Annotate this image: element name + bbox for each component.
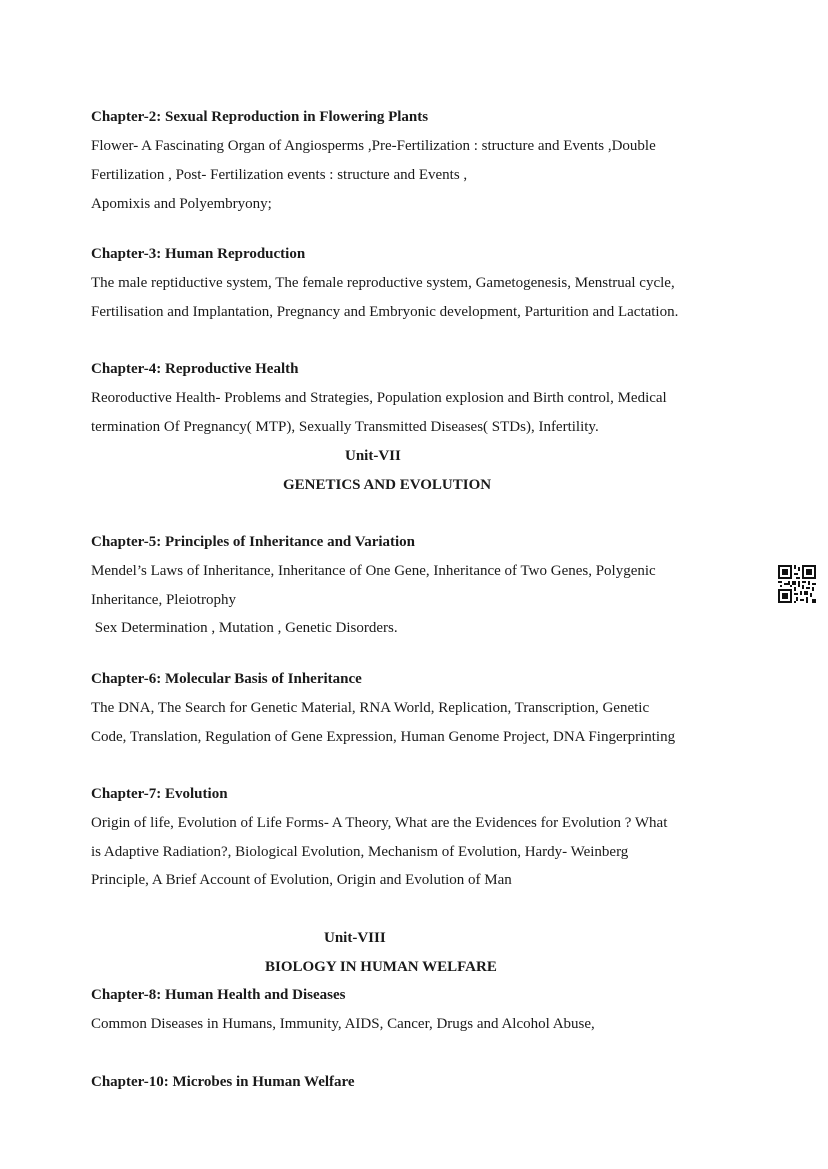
chapter-6-line-1: The DNA, The Search for Genetic Material, RNA World, Replication, Transcription, Genetic bbox=[91, 700, 650, 716]
chapter-6-line-2: Code, Translation, Regulation of Gene Expression, Human Genome Project, DNA Fingerprinting bbox=[91, 729, 676, 745]
chapter-5-line-1: Mendel’s Laws of Inheritance, Inheritance of One Gene, Inheritance of Two Genes, Polygenic bbox=[91, 563, 656, 579]
chapter-2-line-1: Flower- A Fascinating Organ of Angiosperms ,Pre-Fertilization : structure and Events ,Double bbox=[91, 138, 656, 154]
unit-vii-label: Unit-VII bbox=[345, 448, 401, 464]
chapter-4-line-1: Reoroductive Health- Problems and Strategies, Population explosion and Birth control, Medical bbox=[91, 390, 667, 406]
chapter-3-line-1: The male reptiductive system, The female reproductive system, Gametogenesis, Menstrual cycle, bbox=[91, 275, 675, 291]
unit-viii-label: Unit-VIII bbox=[324, 930, 386, 946]
chapter-5-line-3: Sex Determination , Mutation , Genetic Disorders. bbox=[91, 620, 398, 636]
qr-code-icon bbox=[778, 565, 816, 603]
unit-vii-title: GENETICS AND EVOLUTION bbox=[283, 477, 492, 493]
chapter-8-line-1: Common Diseases in Humans, Immunity, AIDS, Cancer, Drugs and Alcohol Abuse, bbox=[91, 1016, 595, 1032]
chapter-10-heading: Chapter-10: Microbes in Human Welfare bbox=[91, 1074, 355, 1090]
unit-viii-title: BIOLOGY IN HUMAN WELFARE bbox=[265, 959, 497, 975]
chapter-7-line-3: Principle, A Brief Account of Evolution, Origin and Evolution of Man bbox=[91, 872, 512, 888]
chapter-8-heading: Chapter-8: Human Health and Diseases bbox=[91, 987, 346, 1003]
chapter-2-line-2: Fertilization , Post- Fertilization events : structure and Events , bbox=[91, 167, 468, 183]
chapter-7-line-1: Origin of life, Evolution of Life Forms- A Theory, What are the Evidences for Evolution ? What bbox=[91, 815, 668, 831]
chapter-3-heading: Chapter-3: Human Reproduction bbox=[91, 246, 306, 262]
chapter-5-heading: Chapter-5: Principles of Inheritance and Variation bbox=[91, 534, 416, 550]
chapter-7-line-2: is Adaptive Radiation?, Biological Evolution, Mechanism of Evolution, Hardy- Weinberg bbox=[91, 844, 629, 860]
chapter-4-line-2: termination Of Pregnancy( MTP), Sexually Transmitted Diseases( STDs), Infertility. bbox=[91, 419, 599, 435]
chapter-2-heading: Chapter-2: Sexual Reproduction in Flowering Plants bbox=[91, 109, 429, 125]
chapter-6-heading: Chapter-6: Molecular Basis of Inheritance bbox=[91, 671, 362, 687]
chapter-5-line-2: Inheritance, Pleiotrophy bbox=[91, 592, 236, 608]
chapter-7-heading: Chapter-7: Evolution bbox=[91, 786, 228, 802]
chapter-4-heading: Chapter-4: Reproductive Health bbox=[91, 361, 299, 377]
chapter-2-line-3: Apomixis and Polyembryony; bbox=[91, 196, 272, 212]
chapter-3-line-2: Fertilisation and Implantation, Pregnancy and Embryonic development, Parturition and Lactation. bbox=[91, 304, 679, 320]
